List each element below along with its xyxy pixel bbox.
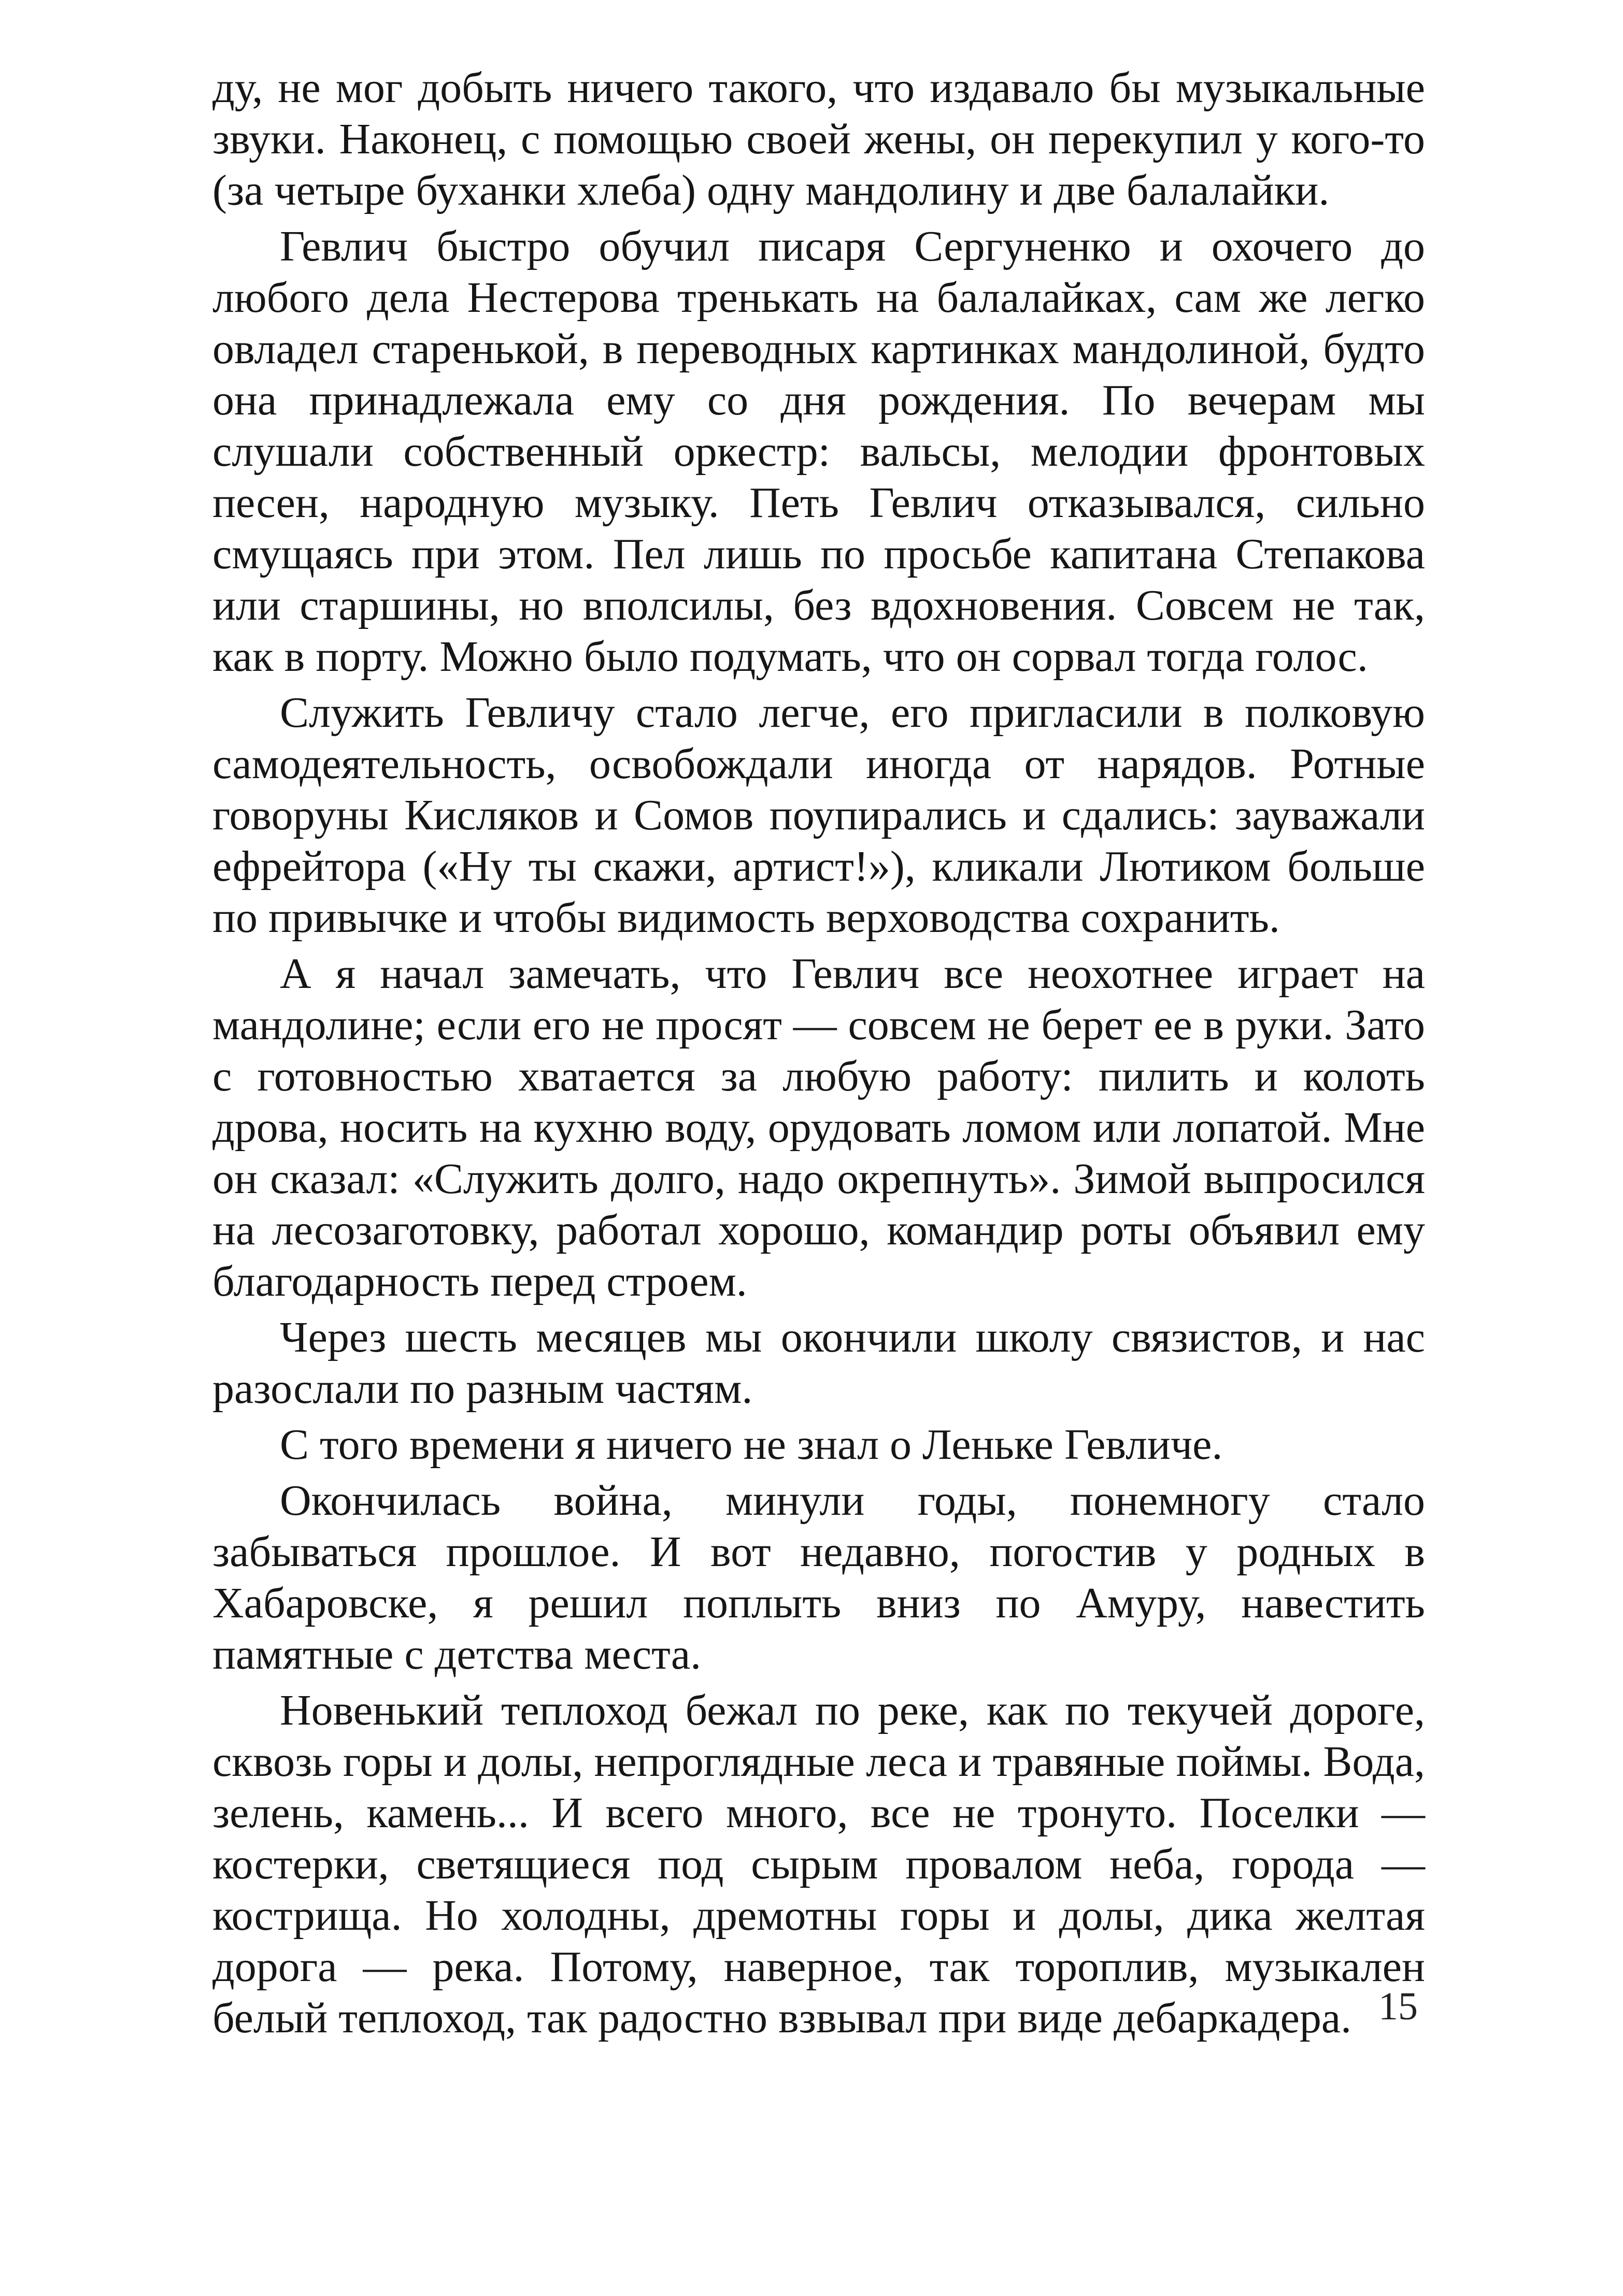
- page-number: 15: [1378, 1985, 1418, 2028]
- paragraph-2: Гевлич быстро обучил писаря Сергуненко и охочего до любого дела Нестерова тренькать на балалайках, сам же легко овладел старенькой, в переводных картинках мандолиной, будто она принадлежала ему со дня рождения. По вечерам мы слушали собственный оркестр: вальсы, мелодии фронтовых песен, народную музыку. Петь Гевлич отказывался, сильно смущаясь при этом. Пел лишь по просьбе капитана Степакова или старшины, но вполсилы, без вдохновения. Совсем не так, как в порту. Можно было подумать, что он сорвал тогда голос.: [212, 222, 1425, 681]
- paragraph-4: А я начал замечать, что Гевлич все неохотнее играет на мандолине; если его не просят — совсем не берет ее в руки. Зато с готовностью хватается за любую работу: пилить и колоть дрова, носить на кухню воду, орудовать ломом или лопатой. Мне он сказал: «Служить долго, надо окрепнуть». Зимой выпросился на лесозаготовку, работал хорошо, командир роты объявил ему благодарность перед строем.: [212, 950, 1425, 1305]
- paragraph-5: Через шесть месяцев мы окончили школу связистов, и нас разослали по разным частям.: [212, 1313, 1425, 1413]
- paragraph-7: Окончилась война, минули годы, понемногу стало забываться прошлое. И вот недавно, погостив у родных в Хабаровске, я решил поплыть вниз по Амуру, навестить памятные с детства места.: [212, 1476, 1425, 1678]
- paragraph-1: ду, не мог добыть ничего такого, что издавало бы музыкальные звуки. Наконец, с помощью своей жены, он перекупил у кого-то (за четыре буханки хлеба) одну мандолину и две балалайки.: [212, 64, 1425, 214]
- paragraph-8: Новенький теплоход бежал по реке, как по текучей дороге, сквозь горы и долы, непроглядные леса и травяные поймы. Вода, зелень, камень... И всего много, все не тронуто. Поселки — костерки, светящиеся под сырым провалом неба, города — кострища. Но холодны, дремотны горы и долы, дика желтая дорога — река. Потому, наверное, так тороплив, музыкален белый теплоход, так радостно взвывал при виде дебаркадера.: [212, 1686, 1425, 2042]
- page-text: [212, 62, 1425, 2048]
- paragraph-6: С того времени я ничего не знал о Леньке Гевличе.: [280, 1420, 1223, 1469]
- paragraph-3: Служить Гевличу стало легче, его пригласили в полковую самодеятельность, освобождали иногда от нарядов. Ротные говоруны Кисляков и Сомов поупирались и сдались: зауважали ефрейтора («Ну ты скажи, артист!»), кликали Лютиком больше по привычке и чтобы видимость верховодства сохранить.: [212, 688, 1425, 942]
